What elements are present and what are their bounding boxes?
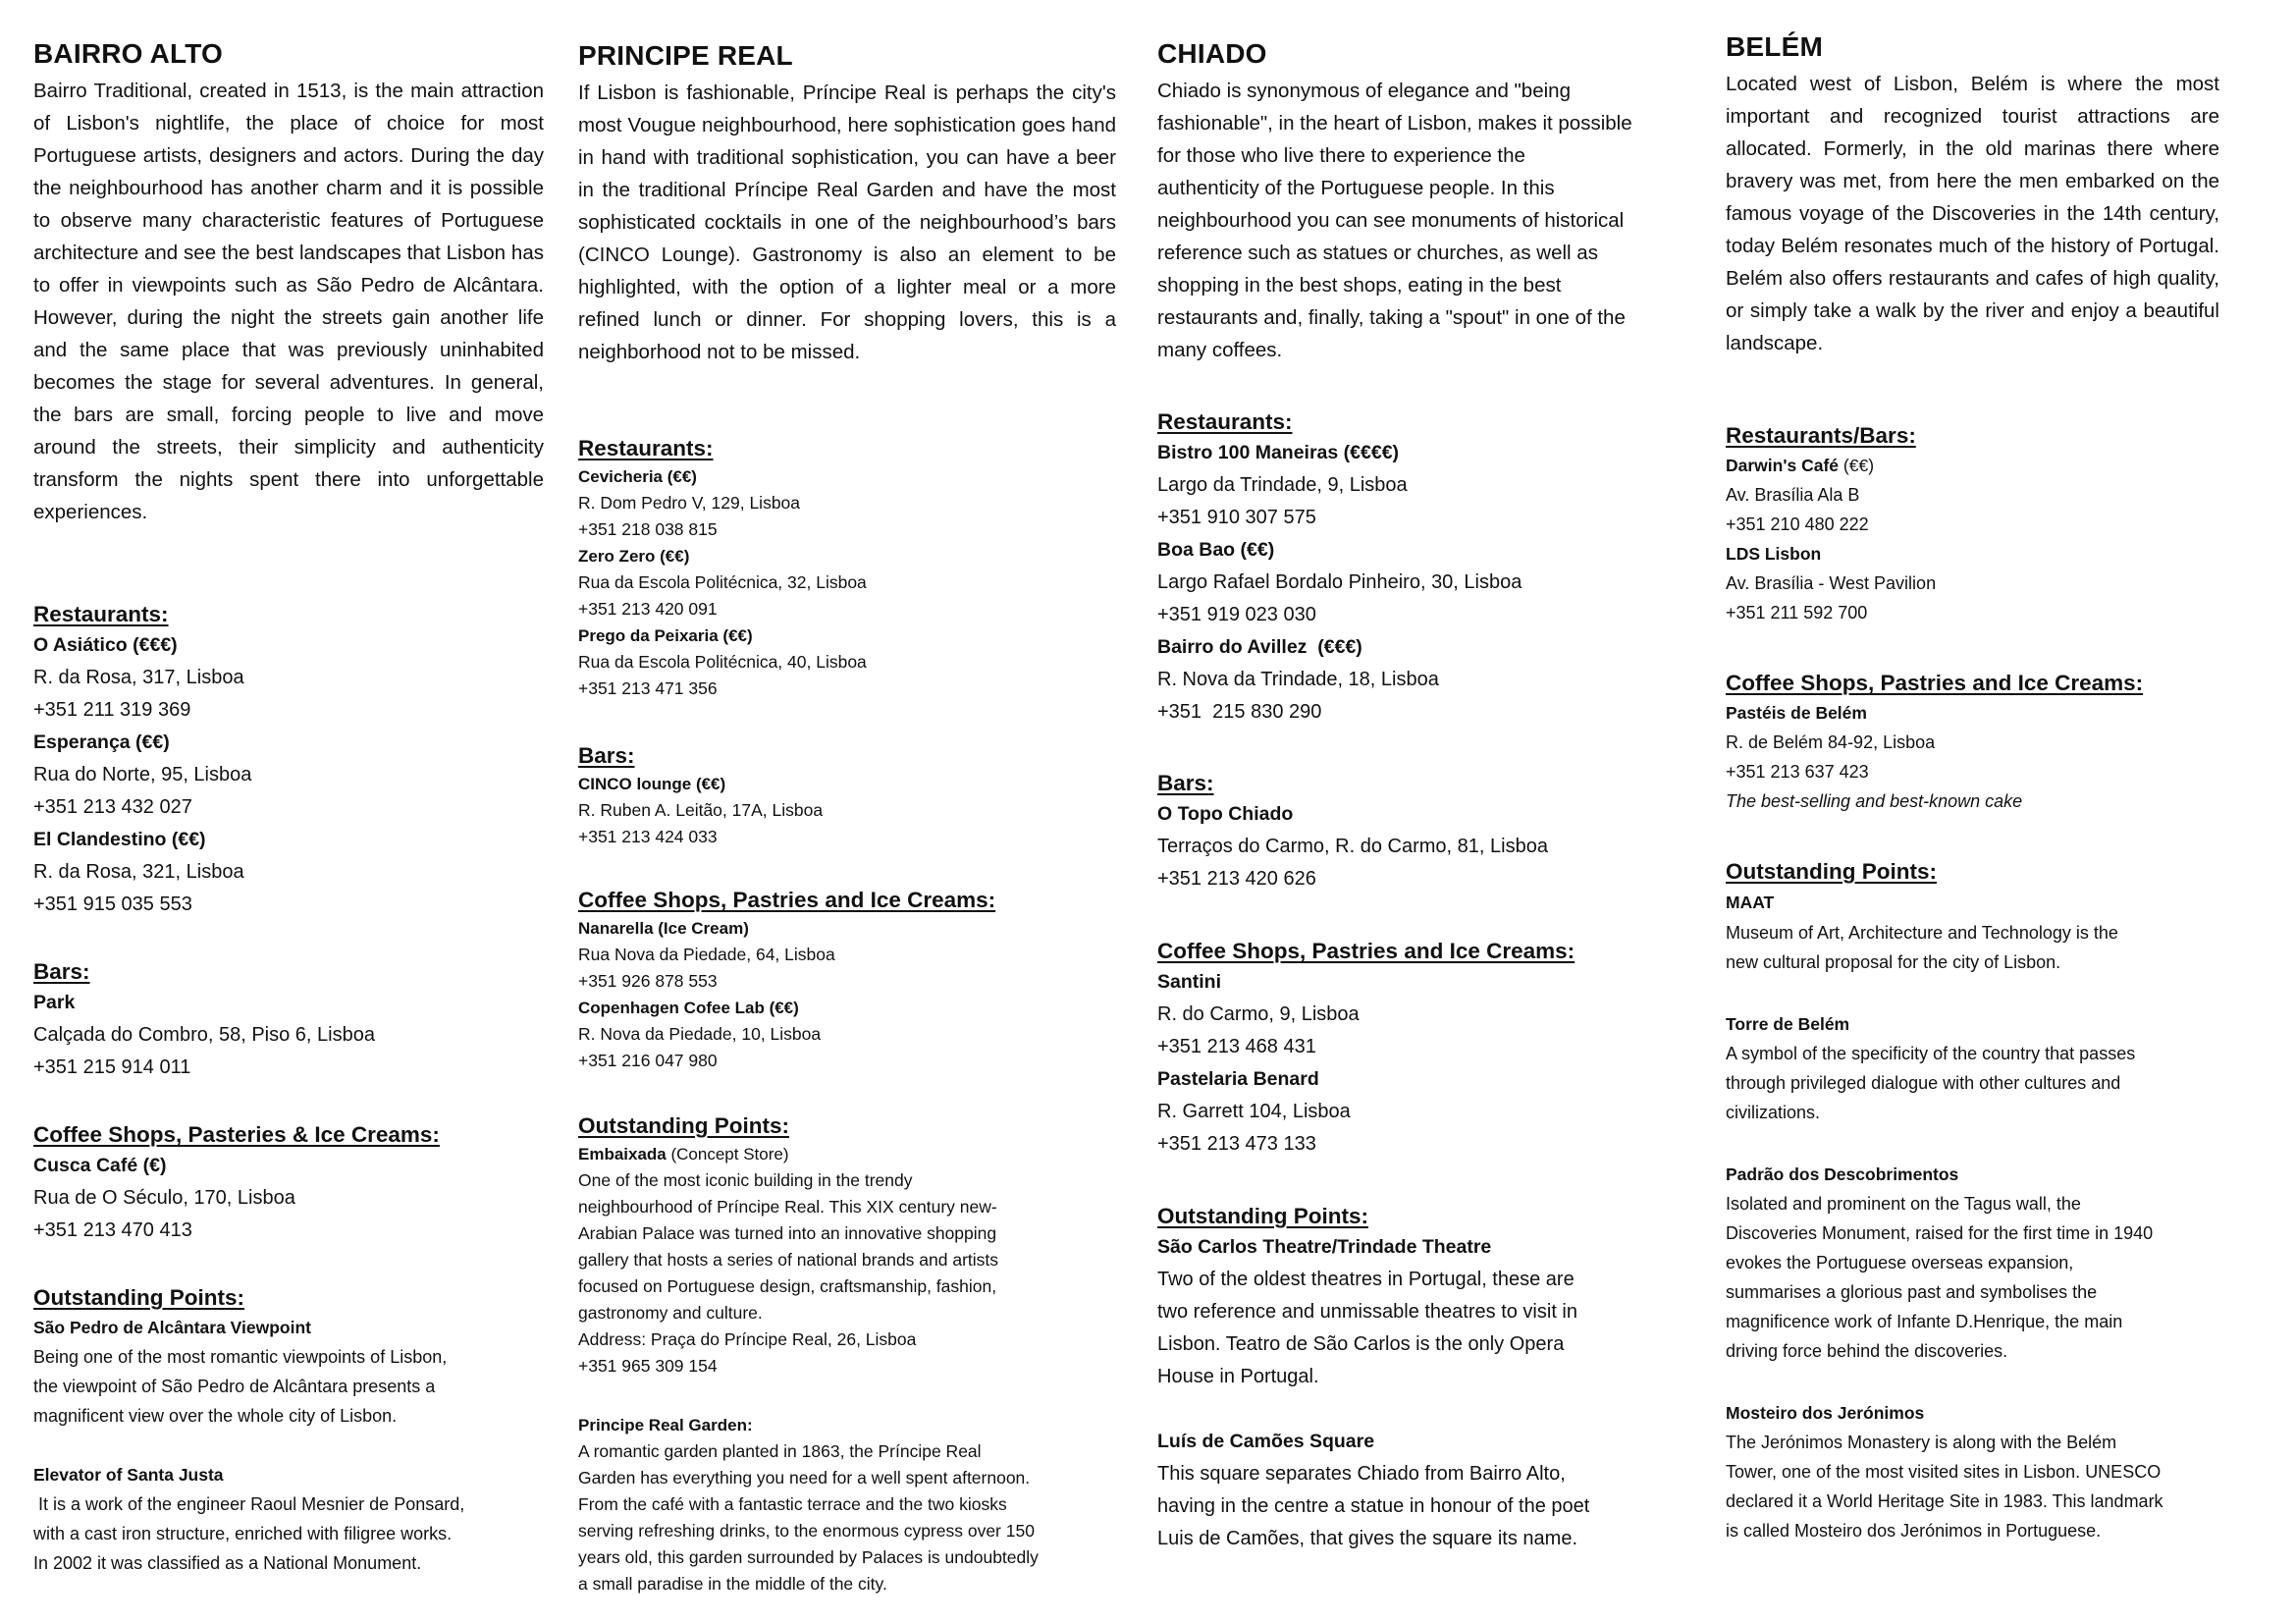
venue-phone: +351 213 432 027 bbox=[33, 796, 192, 818]
venue-name: O Topo Chiado bbox=[1157, 803, 1294, 825]
point-text: A symbol of the specificity of the country that passes bbox=[1726, 1044, 2136, 1063]
list-item bbox=[33, 727, 544, 824]
venue-name: Cevicheria (€€) bbox=[578, 467, 697, 486]
venue-address: R. da Rosa, 317, Lisboa bbox=[33, 667, 244, 688]
venue-phone: +351 211 319 369 bbox=[33, 699, 191, 721]
point-name: São Pedro de Alcântara Viewpoint bbox=[33, 1318, 311, 1337]
list-item bbox=[578, 995, 1116, 1074]
list-item bbox=[578, 543, 1116, 623]
venue-address: Rua de O Século, 170, Lisboa bbox=[33, 1187, 295, 1209]
point-name: Padrão dos Descobrimentos bbox=[1726, 1164, 1959, 1184]
restaurants-section bbox=[1157, 407, 1678, 729]
venue-phone: +351 926 878 553 bbox=[578, 971, 718, 991]
venue-name: Nanarella (Ice Cream) bbox=[578, 919, 749, 938]
intro-paragraph: If Lisbon is fashionable, Príncipe Real is perhaps the city's most Vougue neighbourhood, here sophistication goes hand in hand with traditional sophistication, you can have a beer in the traditional Príncipe Real Garden and have the most sophisticated cocktails in one of the neighbourhood’s bars (CINCO Lounge). Gastronomy is also an element to be highlighted, with the option of a lighter meal or a more refined lunch or dinner. For shopping lovers, this is a neighborhood not to be missed. bbox=[578, 81, 1116, 363]
section-heading: Coffee Shops, Pastries and Ice Creams: bbox=[1726, 671, 2144, 695]
venue-phone: +351 215 830 290 bbox=[1157, 701, 1322, 723]
point-text: years old, this garden surrounded by Palaces is undoubtedly bbox=[578, 1547, 1039, 1567]
intro-paragraph: Bairro Traditional, created in 1513, is the main attraction of Lisbon's nightlife, the place of choice for most Portuguese artists, designers and actors. During the day the neighbourhood has another charm and it is possible to observe many characteristic features of Portuguese architecture and see the best landscapes that Lisbon has to offer in viewpoints such as São Pedro de Alcântara. However, during the night the streets gain another life and the same place that was previously uninhabited becomes the stage for several adventures. In general, the bars are small, forcing people to live and move around the streets, their simplicity and authenticity transform the nights spent there into unforgettable experiences. bbox=[33, 80, 544, 523]
venue-name: Bistro 100 Maneiras (€€€€) bbox=[1157, 442, 1400, 463]
section-heading: Restaurants/Bars: bbox=[1726, 423, 1916, 448]
venue-name: Pastelaria Benard bbox=[1157, 1068, 1319, 1090]
section-heading: Outstanding Points: bbox=[33, 1285, 244, 1310]
list-item bbox=[578, 771, 1116, 850]
point-text: It is a work of the engineer Raoul Mesnier de Ponsard, bbox=[33, 1494, 465, 1514]
intro-line: many coffees. bbox=[1157, 339, 1283, 361]
section-heading: Bars: bbox=[1157, 771, 1214, 795]
restaurants-bars-section bbox=[1726, 421, 2219, 627]
section-heading: Outstanding Points: bbox=[1157, 1204, 1368, 1228]
garden-item bbox=[578, 1412, 1116, 1597]
venue-phone: +351 915 035 553 bbox=[33, 893, 192, 915]
venue-address: R. Nova da Trindade, 18, Lisboa bbox=[1157, 669, 1439, 690]
venue-address: Largo da Trindade, 9, Lisboa bbox=[1157, 474, 1408, 496]
point-text: Tower, one of the most visited sites in Lisbon. UNESCO bbox=[1726, 1462, 2162, 1482]
point-text: In 2002 it was classified as a National Monument. bbox=[33, 1553, 422, 1573]
intro-line: authenticity of the Portuguese people. In this bbox=[1157, 177, 1555, 199]
venue-name: LDS Lisbon bbox=[1726, 544, 1822, 564]
point-text: Garden has everything you need for a well spent afternoon. bbox=[578, 1468, 1031, 1488]
venue-name: Bairro do Avillez (€€€) bbox=[1157, 636, 1362, 658]
point-text: This square separates Chiado from Bairro Alto, bbox=[1157, 1463, 1566, 1485]
list-item bbox=[578, 623, 1116, 702]
point-item bbox=[33, 1460, 544, 1578]
venue-name-bold: Darwin's Café bbox=[1726, 456, 1840, 475]
list-item bbox=[1157, 437, 1678, 534]
venue-name: Park bbox=[33, 992, 76, 1013]
section-title: BELÉM bbox=[1726, 31, 1823, 62]
venue-phone: +351 213 471 356 bbox=[578, 678, 718, 698]
venue-phone: +351 216 047 980 bbox=[578, 1051, 718, 1070]
venue-address: Terraços do Carmo, R. do Carmo, 81, Lisboa bbox=[1157, 836, 1548, 857]
venue-address: Av. Brasília Ala B bbox=[1726, 485, 1860, 505]
venue-address: R. do Carmo, 9, Lisboa bbox=[1157, 1003, 1360, 1025]
outstanding-section bbox=[578, 1111, 1116, 1380]
restaurants-section bbox=[578, 434, 1116, 702]
point-text: magnificent view over the whole city of Lisbon. bbox=[33, 1406, 398, 1426]
venue-name: Boa Bao (€€) bbox=[1157, 539, 1275, 561]
venue-phone: +351 213 424 033 bbox=[578, 827, 718, 846]
venue-address: R. Ruben A. Leitão, 17A, Lisboa bbox=[578, 800, 824, 820]
venue-address: Av. Brasília - West Pavilion bbox=[1726, 573, 1937, 593]
point-address: Address: Praça do Príncipe Real, 26, Lisboa bbox=[578, 1329, 917, 1349]
intro-line: Chiado is synonymous of elegance and "being bbox=[1157, 80, 1571, 102]
point-text: One of the most iconic building in the trendy bbox=[578, 1170, 913, 1190]
point-name bbox=[578, 1141, 1116, 1167]
point-text: Lisbon. Teatro de São Carlos is the only Opera bbox=[1157, 1333, 1565, 1355]
point-text: the viewpoint of São Pedro de Alcântara presents a bbox=[33, 1377, 436, 1396]
list-item bbox=[1726, 539, 2219, 627]
point-item bbox=[1157, 1231, 1678, 1393]
section-heading: Restaurants: bbox=[578, 436, 714, 460]
venue-phone: +351 218 038 815 bbox=[578, 519, 718, 539]
venue-address: Largo Rafael Bordalo Pinheiro, 30, Lisboa bbox=[1157, 571, 1522, 593]
point-name: Luís de Camões Square bbox=[1157, 1431, 1375, 1452]
point-name-suffix: (Concept Store) bbox=[666, 1145, 789, 1164]
point-name: MAAT bbox=[1726, 893, 1775, 912]
coffee-section bbox=[578, 886, 1116, 1074]
list-item bbox=[1157, 534, 1678, 631]
bars-section bbox=[33, 957, 544, 1084]
point-name: Principe Real Garden: bbox=[578, 1416, 753, 1435]
venue-address: Rua da Escola Politécnica, 40, Lisboa bbox=[578, 652, 867, 672]
venue-address: R. Garrett 104, Lisboa bbox=[1157, 1101, 1351, 1122]
coffee-section bbox=[1157, 937, 1678, 1161]
point-text: From the café with a fantastic terrace and the two kiosks bbox=[578, 1494, 1007, 1514]
bars-section bbox=[1157, 769, 1678, 895]
point-text: Two of the oldest theatres in Portugal, these are bbox=[1157, 1269, 1575, 1290]
list-item bbox=[33, 1150, 544, 1247]
list-item bbox=[33, 629, 544, 727]
venue-price: (€€) bbox=[1839, 456, 1875, 475]
intro-line: reference such as statues or churches, as well as bbox=[1157, 242, 1598, 264]
point-text: neighbourhood of Príncipe Real. This XIX century new- bbox=[578, 1197, 997, 1217]
point-text: The Jerónimos Monastery is along with the Belém bbox=[1726, 1433, 2117, 1452]
venue-phone: +351 910 307 575 bbox=[1157, 507, 1316, 528]
point-text: A romantic garden planted in 1863, the Príncipe Real bbox=[578, 1441, 982, 1461]
venue-phone: +351 213 420 091 bbox=[578, 599, 718, 619]
intro-line: shopping in the best shops, eating in the best bbox=[1157, 274, 1562, 297]
section-heading: Outstanding Points: bbox=[578, 1113, 789, 1138]
venue-name: Cusca Café (€) bbox=[33, 1155, 167, 1176]
section-heading: Coffee Shops, Pastries and Ice Creams: bbox=[1157, 939, 1575, 963]
venue-name: Copenhagen Cofee Lab (€€) bbox=[578, 999, 799, 1017]
list-item bbox=[1726, 698, 2219, 816]
venue-address: Rua Nova da Piedade, 64, Lisboa bbox=[578, 945, 835, 964]
intro-line: fashionable", in the heart of Lisbon, makes it possible bbox=[1157, 112, 1632, 135]
venue-address: R. Nova da Piedade, 10, Lisboa bbox=[578, 1024, 822, 1044]
venue-phone: +351 213 470 413 bbox=[33, 1219, 192, 1241]
point-text: a small paradise in the middle of the city. bbox=[578, 1574, 887, 1594]
point-item bbox=[1726, 1009, 2219, 1127]
list-item bbox=[1157, 798, 1678, 895]
point-text: two reference and unmissable theatres to visit in bbox=[1157, 1301, 1577, 1323]
point-text: with a cast iron structure, enriched with filigree works. bbox=[33, 1524, 453, 1543]
point-name-bold: Embaixada bbox=[578, 1145, 667, 1164]
venue-name: El Clandestino (€€) bbox=[33, 829, 206, 850]
venue-name: Santini bbox=[1157, 971, 1222, 993]
venue-name bbox=[1726, 451, 2219, 480]
outstanding-section bbox=[1157, 1202, 1678, 1555]
venue-name: O Asiático (€€€) bbox=[33, 634, 178, 656]
list-item bbox=[1157, 1063, 1678, 1161]
point-name: Elevator of Santa Justa bbox=[33, 1465, 224, 1485]
venue-address: Rua da Escola Politécnica, 32, Lisboa bbox=[578, 572, 867, 592]
point-name: São Carlos Theatre/Trindade Theatre bbox=[1157, 1236, 1492, 1258]
list-item bbox=[1157, 631, 1678, 729]
venue-phone: +351 213 468 431 bbox=[1157, 1036, 1316, 1057]
venue-name: CINCO lounge (€€) bbox=[578, 775, 726, 793]
intro-line: for those who live there to experience the bbox=[1157, 144, 1525, 167]
bars-section bbox=[578, 741, 1116, 850]
point-text: Discoveries Monument, raised for the first time in 1940 bbox=[1726, 1223, 2154, 1243]
section-heading: Coffee Shops, Pasteries & Ice Creams: bbox=[33, 1122, 440, 1147]
point-text: Museum of Art, Architecture and Technology is the bbox=[1726, 923, 2118, 943]
point-text: is called Mosteiro dos Jerónimos in Portuguese. bbox=[1726, 1521, 2102, 1541]
point-text: gastronomy and culture. bbox=[578, 1303, 763, 1323]
venue-address: Rua do Norte, 95, Lisboa bbox=[33, 764, 252, 785]
restaurants-section bbox=[33, 600, 544, 921]
list-item bbox=[1726, 451, 2219, 539]
venue-name: Zero Zero (€€) bbox=[578, 547, 690, 566]
section-title: CHIADO bbox=[1157, 38, 1267, 69]
point-text: civilizations. bbox=[1726, 1103, 1821, 1122]
section-title: BAIRRO ALTO bbox=[33, 38, 224, 69]
intro-line: restaurants and, finally, taking a "spout" in one of the bbox=[1157, 306, 1626, 329]
venue-name: Esperança (€€) bbox=[33, 731, 170, 753]
point-item bbox=[1157, 1426, 1678, 1555]
list-item bbox=[33, 824, 544, 921]
point-text: House in Portugal. bbox=[1157, 1366, 1319, 1387]
venue-phone: +351 213 637 423 bbox=[1726, 762, 1869, 782]
section-title: PRINCIPE REAL bbox=[578, 40, 793, 71]
point-item bbox=[1726, 887, 2219, 977]
venue-phone: +351 215 914 011 bbox=[33, 1056, 191, 1078]
point-text: driving force behind the discoveries. bbox=[1726, 1341, 2008, 1361]
point-name: Torre de Belém bbox=[1726, 1014, 1850, 1034]
point-text: serving refreshing drinks, to the enormous cypress over 150 bbox=[578, 1521, 1035, 1541]
outstanding-section bbox=[1726, 857, 2219, 1545]
venue-phone: +351 213 473 133 bbox=[1157, 1133, 1316, 1155]
venue-address: R. de Belém 84-92, Lisboa bbox=[1726, 732, 1936, 752]
point-item bbox=[1726, 1398, 2219, 1545]
point-text: declared it a World Heritage Site in 1983. This landmark bbox=[1726, 1491, 2163, 1511]
venue-note: The best-selling and best-known cake bbox=[1726, 791, 2023, 811]
venue-name: Prego da Peixaria (€€) bbox=[578, 626, 753, 645]
intro-paragraph: Located west of Lisbon, Belém is where the most important and recognized tourist attractions are allocated. Formerly, in the old marinas there where bravery was met, from here the men embarked on the famous voyage of the Discoveries in the 14th century, today Belém resonates much of the history of Portugal. Belém also offers restaurants and cafes of high quality, or simply take a walk by the river and enjoy a beautiful landscape. bbox=[1726, 73, 2219, 354]
point-text: Arabian Palace was turned into an innovative shopping bbox=[578, 1223, 997, 1243]
point-item bbox=[1726, 1160, 2219, 1366]
point-text: new cultural proposal for the city of Lisbon. bbox=[1726, 952, 2061, 972]
list-item bbox=[1157, 966, 1678, 1063]
point-text: through privileged dialogue with other cultures and bbox=[1726, 1073, 2121, 1093]
point-text: Isolated and prominent on the Tagus wall, the bbox=[1726, 1194, 2081, 1214]
section-heading: Restaurants: bbox=[1157, 409, 1293, 434]
list-item bbox=[578, 915, 1116, 995]
point-text: evokes the Portuguese overseas expansion, bbox=[1726, 1253, 2074, 1272]
section-heading: Bars: bbox=[33, 959, 90, 984]
coffee-section bbox=[1726, 669, 2219, 816]
list-item bbox=[578, 463, 1116, 543]
venue-phone: +351 210 480 222 bbox=[1726, 514, 1869, 534]
point-text: having in the centre a statue in honour of the poet bbox=[1157, 1495, 1590, 1517]
list-item bbox=[33, 987, 544, 1084]
venue-phone: +351 211 592 700 bbox=[1726, 603, 1868, 623]
venue-address: R. Dom Pedro V, 129, Lisboa bbox=[578, 493, 801, 513]
point-name: Mosteiro dos Jerónimos bbox=[1726, 1403, 1925, 1423]
venue-phone: +351 919 023 030 bbox=[1157, 604, 1316, 625]
section-heading: Bars: bbox=[578, 743, 635, 768]
venue-phone: +351 213 420 626 bbox=[1157, 868, 1316, 890]
point-text: gallery that hosts a series of national brands and artists bbox=[578, 1250, 999, 1270]
section-heading: Outstanding Points: bbox=[1726, 859, 1937, 884]
point-phone: +351 965 309 154 bbox=[578, 1356, 718, 1376]
outstanding-section bbox=[33, 1283, 544, 1578]
section-heading: Restaurants: bbox=[33, 602, 169, 626]
intro-paragraph bbox=[1157, 75, 1678, 366]
point-text: summarises a glorious past and symbolises the bbox=[1726, 1282, 2098, 1302]
section-heading: Coffee Shops, Pastries and Ice Creams: bbox=[578, 888, 996, 912]
point-text: focused on Portuguese design, craftsmanship, fashion, bbox=[578, 1276, 997, 1296]
point-item bbox=[578, 1141, 1116, 1380]
coffee-section bbox=[33, 1120, 544, 1247]
venue-address: Calçada do Combro, 58, Piso 6, Lisboa bbox=[33, 1024, 375, 1046]
venue-name: Pastéis de Belém bbox=[1726, 703, 1867, 723]
point-text: Being one of the most romantic viewpoints of Lisbon, bbox=[33, 1347, 448, 1367]
point-text: magnificence work of Infante D.Henrique, the main bbox=[1726, 1312, 2123, 1331]
point-text: Luis de Camões, that gives the square its name. bbox=[1157, 1528, 1578, 1549]
point-item bbox=[33, 1313, 544, 1431]
venue-address: R. da Rosa, 321, Lisboa bbox=[33, 861, 244, 883]
intro-line: neighbourhood you can see monuments of historical bbox=[1157, 209, 1625, 232]
